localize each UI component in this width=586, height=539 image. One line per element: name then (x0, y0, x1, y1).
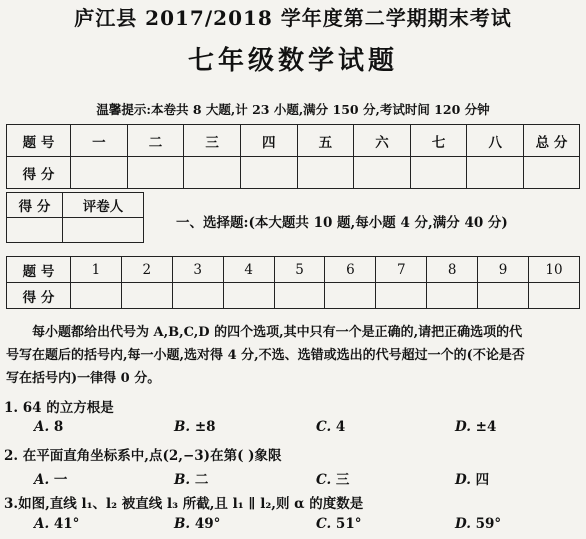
answer-cell[interactable] (529, 283, 580, 309)
header-cell: 六 (354, 125, 411, 157)
score-cell[interactable] (184, 157, 241, 189)
answer-cell[interactable] (427, 283, 478, 309)
header-cell: 三 (184, 125, 241, 157)
header-cell: 题 号 (7, 125, 71, 157)
answer-cell[interactable] (325, 283, 376, 309)
option-d[interactable]: D. ±4 (455, 419, 497, 435)
grader-score-label: 得 分 (7, 193, 63, 218)
instructions-paragraph (6, 321, 580, 390)
option-c[interactable]: C. 4 (316, 419, 346, 435)
grader-name-label: 评卷人 (63, 193, 144, 218)
score-cell[interactable] (467, 157, 524, 189)
answer-table (6, 256, 580, 309)
question-number-cell: 7 (376, 257, 427, 283)
question-3-stem: 3.如图,直线 l₁、l₂ 被直线 l₃ 所截,且 l₁ ∥ l₂,则 α 的度数是 (4, 496, 364, 512)
question-number-cell: 10 (529, 257, 580, 283)
header-cell: 二 (127, 125, 184, 157)
score-cell[interactable] (127, 157, 184, 189)
answer-cell[interactable] (223, 283, 274, 309)
option-a[interactable]: A. 8 (34, 419, 64, 435)
question-number-cell: 6 (325, 257, 376, 283)
question-1-stem: 1. 64 的立方根是 (4, 400, 114, 416)
score-row-label: 得 分 (7, 283, 71, 309)
score-cell[interactable] (297, 157, 354, 189)
score-cell[interactable] (354, 157, 411, 189)
answer-cell[interactable] (172, 283, 223, 309)
section-title: 一、选择题:(本大题共 10 题,每小题 4 分,满分 40 分) (176, 215, 508, 231)
score-cell[interactable] (410, 157, 467, 189)
header-cell: 四 (240, 125, 297, 157)
option-a[interactable]: A. 41° (34, 516, 80, 532)
header-cell: 一 (71, 125, 128, 157)
answer-cell[interactable] (121, 283, 172, 309)
grader-score-cell[interactable] (7, 218, 63, 243)
question-number-cell: 4 (223, 257, 274, 283)
question-number-cell: 9 (478, 257, 529, 283)
instructions-line: 写在括号内)一律得 0 分。 (6, 371, 161, 386)
score-cell[interactable] (524, 157, 580, 189)
answer-score-row (7, 283, 580, 309)
header-cell: 题 号 (7, 257, 71, 283)
score-cell[interactable] (240, 157, 297, 189)
score-row-label: 得 分 (7, 157, 71, 189)
answer-header-row (7, 257, 580, 283)
answer-cell[interactable] (376, 283, 427, 309)
instructions-line: 号写在题后的括号内,每一小题,选对得 4 分,不选、选错或选出的代号超过一个的(不论是否 (6, 348, 525, 363)
question-2-stem: 2. 在平面直角坐标系中,点(2,−3)在第( )象限 (4, 448, 282, 464)
exam-title: 庐江县 2017/2018 学年度第二学期期末考试 (74, 6, 512, 30)
question-number-cell: 2 (121, 257, 172, 283)
answer-cell[interactable] (478, 283, 529, 309)
question-number-cell: 5 (274, 257, 325, 283)
answer-cell[interactable] (274, 283, 325, 309)
score-cell[interactable] (71, 157, 128, 189)
question-number-cell: 8 (427, 257, 478, 283)
grader-name-cell[interactable] (63, 218, 144, 243)
score-summary-header-row (7, 125, 580, 157)
option-c[interactable]: C. 51° (316, 516, 362, 532)
header-cell: 七 (410, 125, 467, 157)
header-cell: 五 (297, 125, 354, 157)
option-b[interactable]: B. 49° (174, 516, 221, 532)
score-summary-table (6, 124, 580, 189)
header-cell: 总 分 (524, 125, 580, 157)
question-number-cell: 1 (71, 257, 122, 283)
header-cell: 八 (467, 125, 524, 157)
option-c[interactable]: C. 三 (316, 472, 350, 488)
grader-box (6, 192, 144, 243)
exam-tips: 温馨提示:本卷共 8 大题,计 23 小题,满分 150 分,考试时间 120 分钟 (96, 102, 490, 117)
score-summary-score-row (7, 157, 580, 189)
option-a[interactable]: A. 一 (34, 472, 68, 488)
option-b[interactable]: B. 二 (174, 472, 209, 488)
option-b[interactable]: B. ±8 (174, 419, 216, 435)
exam-subtitle: 七年级数学试题 (187, 46, 398, 76)
instructions-line: 每小题都给出代号为 A,B,C,D 的四个选项,其中只有一个是正确的,请把正确选项的代 (32, 325, 523, 340)
answer-cell[interactable] (71, 283, 122, 309)
option-d[interactable]: D. 59° (455, 516, 502, 532)
question-number-cell: 3 (172, 257, 223, 283)
option-d[interactable]: D. 四 (455, 472, 490, 488)
